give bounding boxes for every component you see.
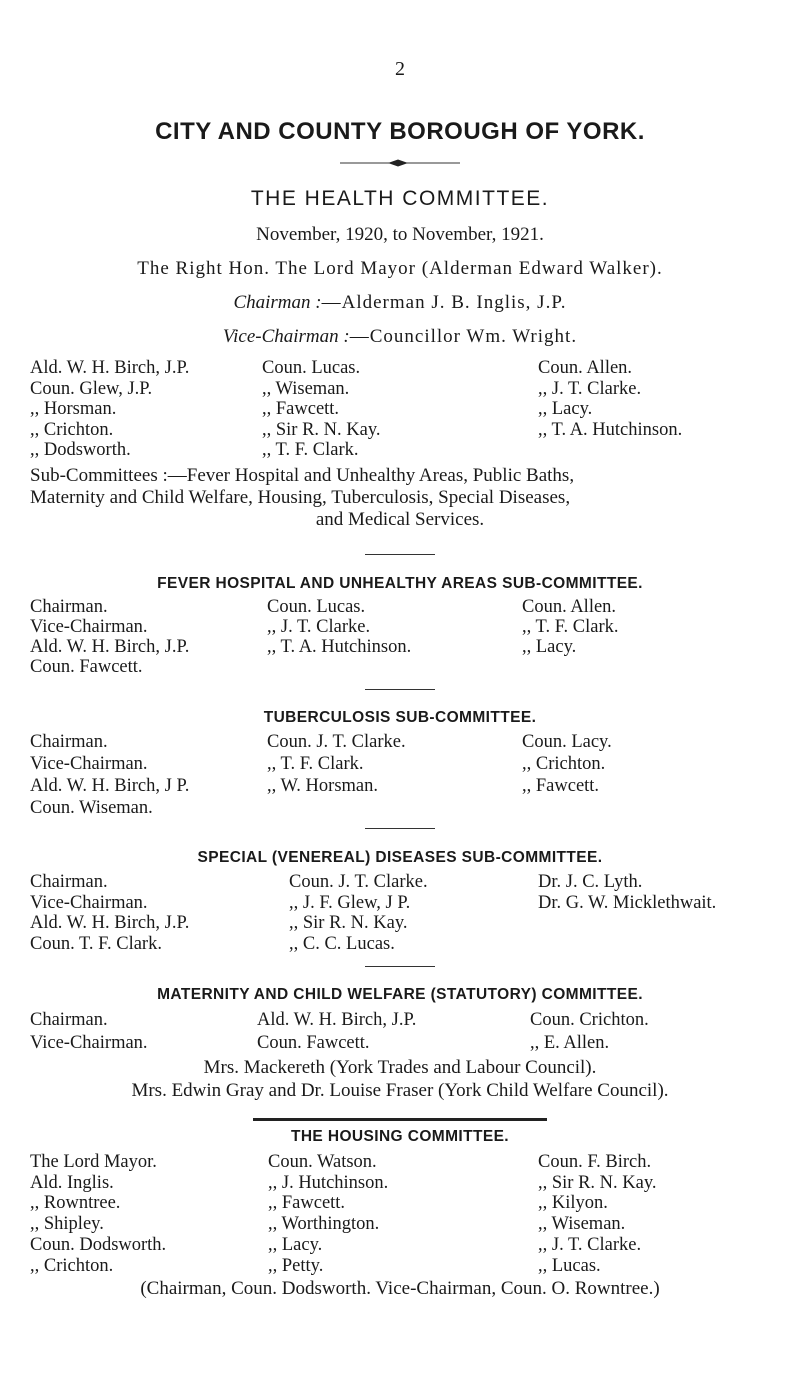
ornament-divider xyxy=(340,158,460,168)
member-entry: ,, C. C. Lucas. xyxy=(289,933,395,954)
housing-col3 xyxy=(538,1152,657,1276)
member-entry: Vice-Chairman. xyxy=(30,617,148,637)
member-entry: ,, Dodsworth. xyxy=(30,440,131,460)
member-entry: ,, T. F. Clark. xyxy=(267,754,364,774)
member-entry: Coun. Crichton. xyxy=(530,1010,649,1030)
member-entry: ,, J. Hutchinson. xyxy=(268,1172,389,1193)
member-entry: Coun. T. F. Clark. xyxy=(30,933,162,954)
sub-committees-line3: and Medical Services. xyxy=(315,509,485,530)
fever-col1 xyxy=(30,597,189,677)
maternity-committee-title: MATERNITY AND CHILD WELFARE (STATUTORY) COMMITTEE. xyxy=(157,986,643,1003)
member-entry: ,, J. T. Clarke. xyxy=(538,378,642,399)
section-divider xyxy=(365,554,435,555)
member-entry: ,, Worthington. xyxy=(268,1214,380,1235)
member-entry: ,, Sir R. N. Kay. xyxy=(289,913,408,934)
health-members-col3 xyxy=(538,358,682,440)
tuberculosis-col3 xyxy=(522,731,612,797)
member-entry: Vice-Chairman. xyxy=(30,1033,148,1053)
member-entry: Ald. W. H. Birch, J.P. xyxy=(30,358,190,378)
member-entry: Dr. G. W. Micklethwait. xyxy=(538,892,717,913)
lord-mayor-line: The Right Hon. The Lord Mayor (Alderman Edward Walker). xyxy=(137,258,663,279)
member-entry: Coun. F. Birch. xyxy=(538,1152,652,1172)
member-entry: The Lord Mayor. xyxy=(30,1152,157,1172)
member-entry: ,, T. A. Hutchinson. xyxy=(538,419,683,440)
member-entry: ,, Petty. xyxy=(268,1255,324,1276)
member-entry: ,, J. T. Clarke. xyxy=(538,1234,642,1255)
member-entry: Vice-Chairman. xyxy=(30,892,148,913)
document-heading: CITY AND COUNTY BOROUGH OF YORK. xyxy=(155,118,645,145)
tuberculosis-col1 xyxy=(30,731,189,819)
member-entry: ,, T. F. Clark. xyxy=(522,617,619,637)
thick-divider xyxy=(253,1118,547,1121)
page-number: 2 xyxy=(395,58,405,80)
maternity-note1: Mrs. Mackereth (York Trades and Labour Council). xyxy=(203,1057,597,1078)
member-entry: ,, T. A. Hutchinson. xyxy=(267,637,412,657)
member-entry: Coun. Watson. xyxy=(268,1152,377,1172)
maternity-col1 xyxy=(30,1009,148,1055)
section-divider xyxy=(365,828,435,829)
member-entry: Ald. W. H. Birch, J P. xyxy=(30,776,190,796)
member-entry: ,, E. Allen. xyxy=(530,1033,610,1053)
period-line: November, 1920, to November, 1921. xyxy=(256,224,544,245)
member-entry: ,, Kilyon. xyxy=(538,1193,608,1214)
maternity-col3 xyxy=(530,1009,649,1055)
housing-col2 xyxy=(268,1152,388,1276)
tuberculosis-col2 xyxy=(267,731,406,797)
member-entry: Vice-Chairman. xyxy=(30,754,148,774)
member-entry: ,, Horsman. xyxy=(30,399,117,419)
member-entry: Coun. Fawcett. xyxy=(257,1033,370,1053)
chairman-label: Chairman : xyxy=(233,292,322,313)
member-entry: ,, Fawcett. xyxy=(522,776,600,796)
member-entry: Coun. Wiseman. xyxy=(30,798,153,818)
committee-title: THE HEALTH COMMITTEE. xyxy=(250,187,550,210)
housing-committee-title: THE HOUSING COMMITTEE. xyxy=(290,1128,510,1145)
member-entry: Coun. Glew, J.P. xyxy=(30,378,153,399)
member-entry: ,, Lucas. xyxy=(538,1255,601,1276)
member-entry: Chairman. xyxy=(30,597,108,617)
vice-chairman-value: —Councillor Wm. Wright. xyxy=(349,326,578,347)
member-entry: ,, Crichton. xyxy=(30,1255,114,1276)
maternity-note2: Mrs. Edwin Gray and Dr. Louise Fraser (York Child Welfare Council). xyxy=(131,1080,669,1101)
member-entry: ,, Rowntree. xyxy=(30,1193,121,1214)
member-entry: Ald. W. H. Birch, J.P. xyxy=(30,637,190,657)
member-entry: ,, W. Horsman. xyxy=(267,776,378,796)
housing-col1 xyxy=(30,1152,166,1276)
member-entry: ,, Sir R. N. Kay. xyxy=(538,1172,657,1193)
member-entry: Ald. W. H. Birch, J.P. xyxy=(30,913,190,934)
member-entry: ,, J. T. Clarke. xyxy=(267,617,371,637)
member-entry: Coun. Lacy. xyxy=(522,732,612,752)
health-members-col1 xyxy=(30,358,189,461)
chairman-value: —Alderman J. B. Inglis, J.P. xyxy=(321,292,567,313)
member-entry: Dr. J. C. Lyth. xyxy=(538,872,643,892)
special-diseases-subcommittee-title: SPECIAL (VENEREAL) DISEASES SUB-COMMITTEE. xyxy=(197,849,603,866)
member-entry: ,, Fawcett. xyxy=(268,1193,346,1214)
member-entry: Ald. W. H. Birch, J.P. xyxy=(257,1010,417,1030)
vice-chairman-line xyxy=(0,326,800,348)
chairman-line xyxy=(0,292,800,314)
member-entry: Coun. J. T. Clarke. xyxy=(289,872,428,892)
member-entry: Coun. Lucas. xyxy=(267,597,366,617)
member-entry: Coun. Allen. xyxy=(538,358,633,378)
member-entry: ,, Wiseman. xyxy=(538,1214,626,1235)
member-entry: Chairman. xyxy=(30,732,108,752)
member-entry: Ald. Inglis. xyxy=(30,1172,114,1193)
special-col1 xyxy=(30,872,189,954)
member-entry: Chairman. xyxy=(30,1010,108,1030)
fever-subcommittee-title: FEVER HOSPITAL AND UNHEALTHY AREAS SUB-COMMITTEE. xyxy=(157,575,643,592)
member-entry: Coun. Allen. xyxy=(522,597,617,617)
member-entry: ,, Crichton. xyxy=(522,754,606,774)
member-entry: ,, J. F. Glew, J P. xyxy=(289,892,411,913)
member-entry: ,, Wiseman. xyxy=(262,378,350,399)
member-entry: ,, Sir R. N. Kay. xyxy=(262,419,381,440)
member-entry: ,, Crichton. xyxy=(30,419,114,440)
sub-committees-line1: Sub-Committees :—Fever Hospital and Unhealthy Areas, Public Baths, xyxy=(30,465,575,486)
housing-footer: (Chairman, Coun. Dodsworth. Vice-Chairman, Coun. O. Rowntree.) xyxy=(140,1278,660,1299)
special-col2 xyxy=(289,872,428,954)
member-entry: ,, T. F. Clark. xyxy=(262,440,359,460)
member-entry: ,, Lacy. xyxy=(268,1234,323,1255)
member-entry: Coun. Fawcett. xyxy=(30,657,143,677)
fever-col2 xyxy=(267,597,411,657)
member-entry: Chairman. xyxy=(30,872,108,892)
section-divider xyxy=(365,689,435,690)
vice-chairman-label: Vice-Chairman : xyxy=(222,326,350,347)
maternity-col2 xyxy=(257,1009,416,1055)
special-col3 xyxy=(538,872,716,913)
fever-col3 xyxy=(522,597,619,657)
member-entry: Coun. Dodsworth. xyxy=(30,1234,167,1255)
member-entry: Coun. Lucas. xyxy=(262,358,361,378)
tuberculosis-subcommittee-title: TUBERCULOSIS SUB-COMMITTEE. xyxy=(263,709,537,726)
member-entry: ,, Fawcett. xyxy=(262,399,340,419)
member-entry: ,, Shipley. xyxy=(30,1214,104,1235)
sub-committees-line2: Maternity and Child Welfare, Housing, Tuberculosis, Special Diseases, xyxy=(30,487,571,508)
member-entry: ,, Lacy. xyxy=(538,399,593,419)
member-entry: ,, Lacy. xyxy=(522,637,577,657)
member-entry: Coun. J. T. Clarke. xyxy=(267,732,406,752)
section-divider xyxy=(365,966,435,967)
health-members-col2 xyxy=(262,358,381,461)
